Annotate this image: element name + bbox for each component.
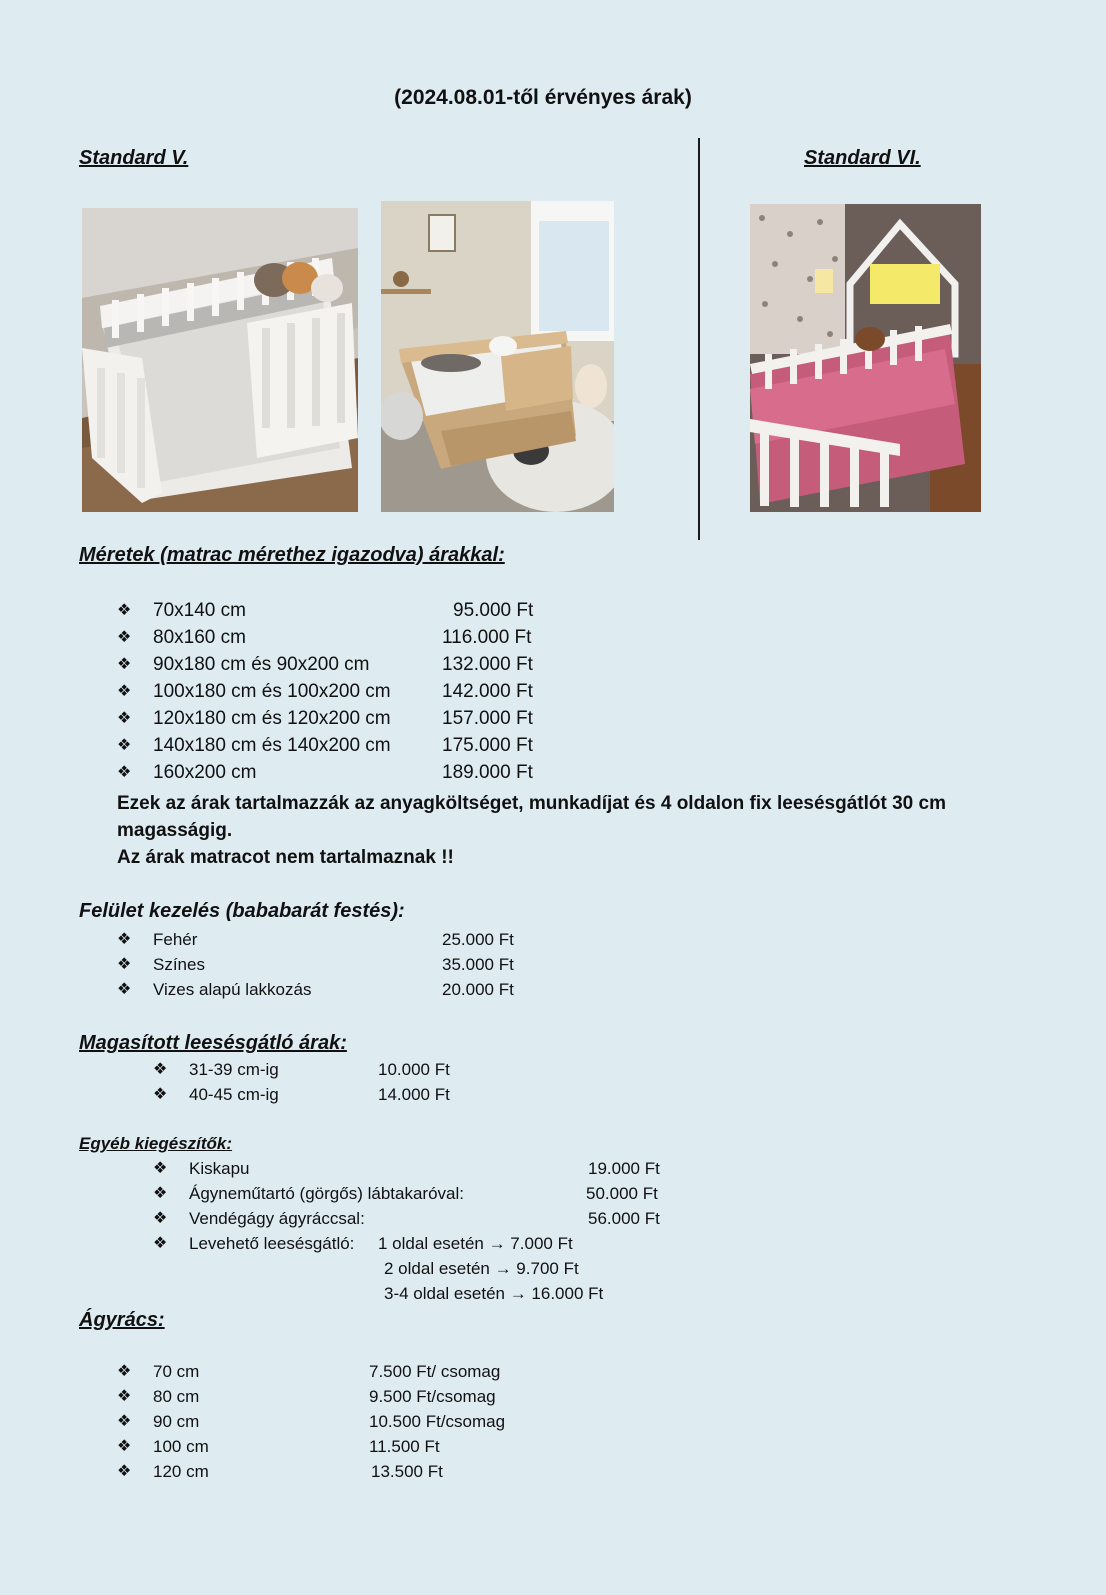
photo-standard-v-floor-bed [82,208,358,512]
bullet-icon: ❖ [117,931,132,948]
bullet-icon: ❖ [153,1210,168,1227]
bullet-icon: ❖ [117,1388,132,1405]
bullet-icon: ❖ [117,656,132,673]
bullet-icon: ❖ [117,710,132,727]
bullet-icon: ❖ [117,1413,132,1430]
bullet-icon: ❖ [117,1463,132,1480]
page-title: (2024.08.01-től érvényes árak) [394,86,692,109]
sizes-heading: Méretek (matrac mérethez igazodva) árakkal: [79,544,505,566]
sizes-note-line3: Az árak matracot nem tartalmaznak !! [117,847,454,868]
bullet-icon: ❖ [153,1185,168,1202]
bullet-icon: ❖ [153,1061,168,1078]
bullet-icon: ❖ [117,737,132,754]
bullet-icon: ❖ [117,1363,132,1380]
photo-standard-vi-house-bed [750,204,981,512]
sizes-note-line2: magasságig. [117,820,233,841]
bullet-icon: ❖ [117,629,132,646]
accessories-heading: Egyéb kiegészítők: [79,1134,233,1153]
sizes-note-line1: Ezek az árak tartalmazzák az anyagköltséget, munkadíjat és 4 oldalon fix leesésgátlót 30 cm [117,793,946,814]
bullet-icon: ❖ [117,602,132,619]
bullet-icon: ❖ [117,981,132,998]
bullet-icon: ❖ [153,1086,168,1103]
bullet-icon: ❖ [117,683,132,700]
model-standard-vi-heading: Standard VI. [804,147,921,169]
bullet-icon: ❖ [117,764,132,781]
column-divider [698,138,700,540]
surface-heading: Felület kezelés (bababarát festés): [79,900,405,922]
bullet-icon: ❖ [153,1160,168,1177]
slats-heading: Ágyrács: [79,1309,165,1331]
bullet-icon: ❖ [117,1438,132,1455]
raised-guard-heading: Magasított leesésgátló árak: [79,1032,347,1054]
bullet-icon: ❖ [117,956,132,973]
model-standard-v-heading: Standard V. [79,147,189,169]
photo-standard-v-bed-with-drawer [381,201,614,512]
bullet-icon: ❖ [153,1235,168,1252]
